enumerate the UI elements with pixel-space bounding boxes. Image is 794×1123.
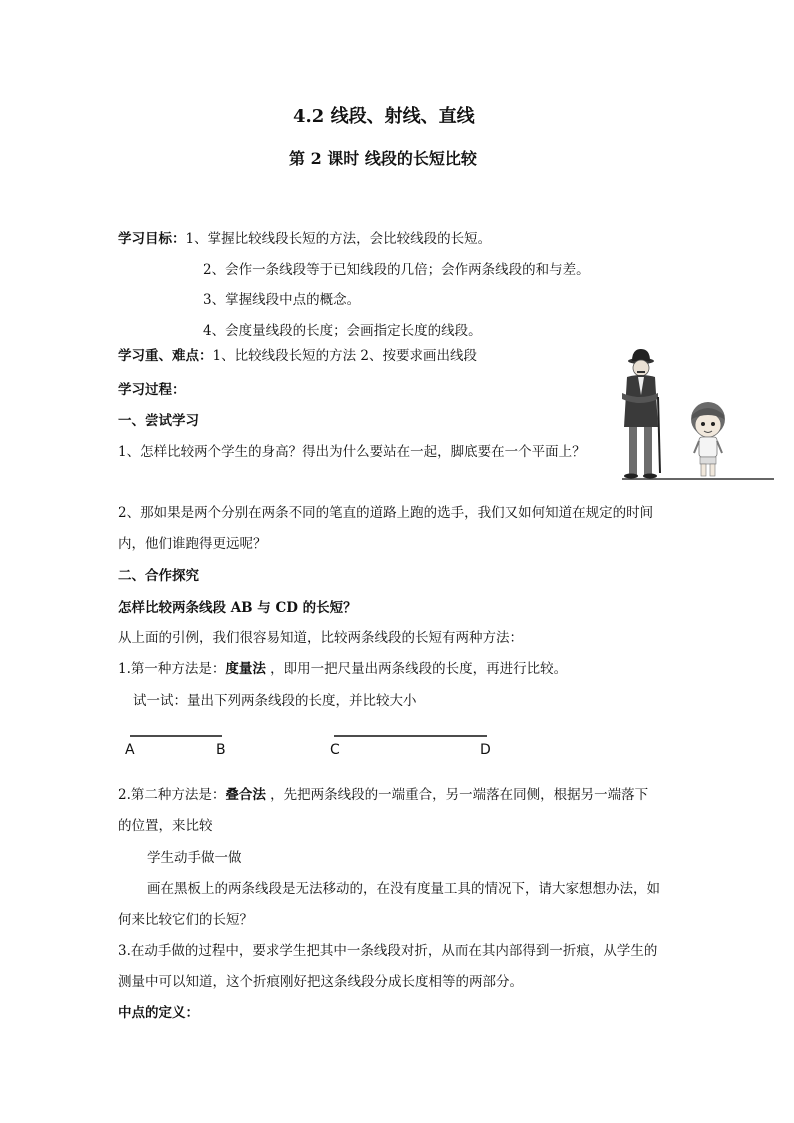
objective-item: 2、会作一条线段等于已知线段的几倍；会作两条线段的和与差。 [203,262,590,278]
objective-item: 1、掌握比较线段长短的方法，会比较线段的长短。 [185,231,492,247]
blackboard-line-2: 何来比较它们的长短？ [118,912,253,928]
section2-heading: 二、合作探究 [118,568,199,584]
objective-item: 4、会度量线段的长度；会画指定长度的线段。 [203,323,482,339]
method-2-line [118,786,648,804]
objective-item: 3、掌握线段中点的概念。 [203,292,361,308]
question-1: 1、怎样比较两个学生的身高？得出为什么要站在一起，脚底要在一个平面上？ [118,444,586,460]
key-points-line [118,347,477,365]
hands-on-text: 学生动手做一做 [147,850,242,866]
intro-text: 从上面的引例，我们很容易知道，比较两条线段的长短有两种方法： [118,630,523,646]
method-1-name: 度量法 [225,661,266,677]
height-comparison-illustration [600,345,776,485]
method-2-prefix: 2.第二种方法是： [118,787,226,803]
page-title: 4.2 线段、射线、直线 [293,106,475,127]
method-1-line [118,660,567,678]
process-heading: 学习过程： [118,382,186,398]
page-subtitle: 第 2 课时 线段的长短比较 [289,149,477,168]
section1-heading: 一、尝试学习 [118,413,199,429]
point-label-b: B [216,742,226,758]
method-2-line-2: 的位置，来比较 [118,818,213,834]
key-points-label: 学习重、难点： [118,348,213,364]
objectives-first-line [118,230,491,248]
method-2-name: 叠合法 [225,787,266,803]
objectives-label: 学习目标： [118,231,186,247]
method-1-prefix: 1.第一种方法是： [118,661,226,677]
point-label-d: D [480,742,491,758]
blackboard-line-1: 画在黑板上的两条线段是无法移动的，在没有度量工具的情况下，请大家想想办法，如 [147,881,660,897]
child-figure-icon [691,402,725,476]
method-2-suffix: ，先把两条线段的一端重合，另一端落在同侧，根据另一端落下 [265,787,649,803]
paragraph-3-line-1: 3.在动手做的过程中，要求学生把其中一条线段对折，从而在其内部得到一折痕，从学生的 [118,943,658,959]
comparison-question: 怎样比较两条线段 AB 与 CD 的长短？ [118,600,357,616]
question-2-line-1: 2、那如果是两个分别在两条不同的笔直的道路上跑的选手，我们又如何知道在规定的时间 [118,505,654,521]
method-1-suffix: ，即用一把尺量出两条线段的长度，再进行比较。 [265,661,568,677]
man-figure-icon [622,349,660,479]
paragraph-3-line-2: 测量中可以知道，这个折痕刚好把这条线段分成长度相等的两部分。 [118,974,523,990]
key-points-text: 1、比较线段长短的方法 2、按要求画出线段 [212,348,477,364]
segments-figure [118,730,498,742]
midpoint-definition-label: 中点的定义： [118,1005,199,1021]
point-label-c: C [330,742,340,758]
try-it-text: 试一试：量出下列两条线段的长度，并比较大小 [133,693,417,709]
point-label-a: A [125,742,135,758]
question-2-line-2: 内，他们谁跑得更远呢？ [118,536,267,552]
